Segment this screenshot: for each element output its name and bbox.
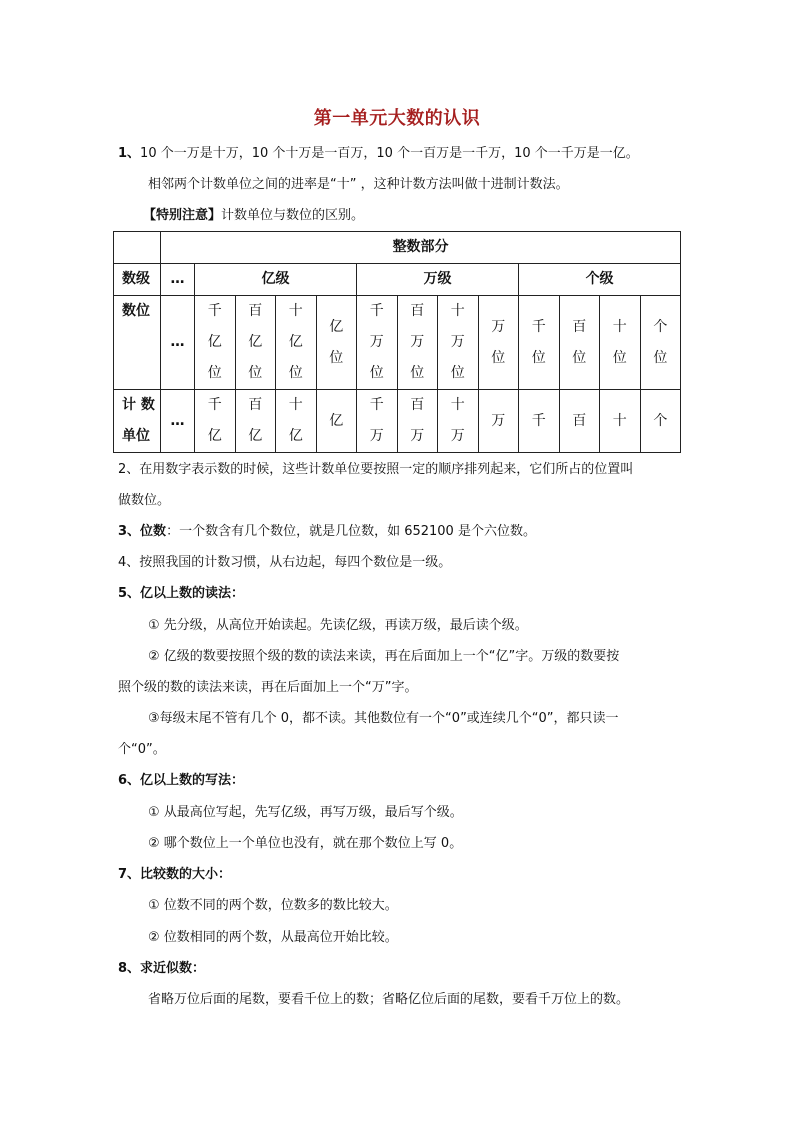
paragraph-5-2a: ② 亿级的数要按照个级的数的读法来读，再在后面加上一个“亿”字。万级的数要按	[148, 649, 620, 664]
paragraph-8-1: 省略万位后面的尾数，要看千位上的数；省略亿位后面的尾数，要看千万位上的数。	[148, 992, 630, 1007]
cell-char: 万	[450, 428, 465, 444]
paragraph-1b: 相邻两个计数单位之间的进率是“十” ，这种计数方法叫做十进制计数法。	[148, 177, 569, 192]
paragraph-1	[118, 145, 639, 163]
cell-char: 位	[653, 349, 668, 366]
unit-cell	[438, 390, 479, 453]
cell-char: 千	[369, 303, 384, 319]
place-cell	[478, 296, 519, 390]
cell-char: 万	[491, 318, 506, 335]
section-5-heading	[118, 585, 244, 603]
place-cell	[357, 296, 398, 390]
note-label: 【特别注意】	[143, 208, 222, 223]
cell-char: 位	[288, 365, 303, 381]
unit-cell: 万	[478, 390, 519, 453]
cell-char: 万	[410, 334, 425, 350]
cell-char: 万	[410, 428, 425, 444]
place-cell	[519, 296, 560, 390]
unit-cell	[235, 390, 276, 453]
place-cell	[276, 296, 317, 390]
paragraph-text: ：一个数含有几个数位，就是几位数，如 652100 是个六位数。	[166, 524, 536, 539]
table-header-integer-part: 整数部分	[161, 232, 681, 264]
unit-cell: 百	[559, 390, 600, 453]
place-value-table	[113, 231, 681, 453]
section-6-heading	[118, 772, 244, 790]
cell-char: 百	[410, 397, 425, 413]
table-row	[114, 390, 681, 453]
page-title: 第一单元大数的认识	[313, 108, 481, 129]
cell-char: 百	[248, 303, 263, 319]
unit-cell: 亿	[316, 390, 357, 453]
table-row	[114, 232, 681, 264]
unit-cell	[195, 390, 236, 453]
level-cell-yi: 亿级	[195, 264, 357, 296]
ellipsis-cell: …	[161, 390, 195, 453]
cell-char: 十	[612, 318, 627, 335]
section-7-heading	[118, 866, 231, 884]
cell-char: 位	[612, 349, 627, 366]
table-row	[114, 296, 681, 390]
cell-char: 十	[450, 397, 465, 413]
note-text: 计数单位与数位的区别。	[221, 208, 365, 223]
cell-char: 位	[329, 349, 344, 366]
ellipsis-cell: …	[161, 296, 195, 390]
cell-char: 亿	[248, 334, 263, 350]
section-label: 亿以上数的写法：	[140, 773, 245, 788]
cell-char: 百	[410, 303, 425, 319]
cell-char: 位	[450, 365, 465, 381]
cell-char: 位	[572, 349, 587, 366]
paragraph-text: 10 个一万是十万，10 个十万是一百万，10 个一百万是一千万，10 个一千万是一亿。	[140, 146, 639, 161]
section-8-heading	[118, 960, 205, 978]
row-label-unit	[114, 390, 161, 453]
item-number: 6、	[118, 773, 141, 788]
cell-char: 百	[572, 318, 587, 335]
cell-char: 计 数	[122, 397, 155, 413]
paragraph-5-3b: 个“0”。	[118, 742, 166, 757]
cell-char: 亿	[288, 428, 303, 444]
unit-cell	[276, 390, 317, 453]
cell-char: 十	[288, 397, 303, 413]
cell-char: 位	[491, 349, 506, 366]
paragraph-7-2: ② 位数相同的两个数，从最高位开始比较。	[148, 930, 398, 945]
place-cell	[195, 296, 236, 390]
term-label: 位数	[140, 524, 167, 539]
cell-char: 亿	[207, 334, 222, 350]
item-number: 3、	[118, 524, 141, 539]
cell-char: 位	[531, 349, 546, 366]
place-cell	[559, 296, 600, 390]
paragraph-3	[118, 523, 536, 541]
cell-char: 百	[248, 397, 263, 413]
paragraph-2a: 2、在用数字表示数的时候，这些计数单位要按照一定的顺序排列起来，它们所占的位置叫	[118, 462, 634, 477]
paragraph-5-3a: ③每级末尾不管有几个 0，都不读。其他数位有一个“0”或连续几个“0”，都只读一	[148, 711, 619, 726]
cell-char: 十	[288, 303, 303, 319]
place-cell	[600, 296, 641, 390]
row-label-place: 数位	[114, 296, 161, 390]
cell-char: 千	[369, 397, 384, 413]
cell-char: 十	[450, 303, 465, 319]
place-cell	[397, 296, 438, 390]
unit-cell: 千	[519, 390, 560, 453]
unit-cell	[357, 390, 398, 453]
unit-cell: 个	[640, 390, 681, 453]
cell-char: 个	[653, 318, 668, 335]
paragraph-5-2b: 照个级的数的读法来读，再在后面加上一个“万”字。	[118, 680, 418, 695]
cell-char: 位	[410, 365, 425, 381]
paragraph-6-1: ① 从最高位写起，先写亿级，再写万级，最后写个级。	[148, 805, 463, 820]
section-label: 亿以上数的读法：	[140, 586, 245, 601]
paragraph-5-1: ① 先分级，从高位开始读起。先读亿级，再读万级，最后读个级。	[148, 618, 528, 633]
cell-char: 万	[450, 334, 465, 350]
ellipsis-cell: …	[161, 264, 195, 296]
cell-char: 亿	[207, 428, 222, 444]
place-cell	[235, 296, 276, 390]
section-label: 比较数的大小：	[140, 867, 232, 882]
item-number: 5、	[118, 586, 141, 601]
item-number: 1、	[118, 146, 141, 161]
paragraph-7-1: ① 位数不同的两个数，位数多的数比较大。	[148, 898, 398, 913]
item-number: 8、	[118, 961, 141, 976]
cell-char: 亿	[329, 318, 344, 335]
cell-char: 位	[248, 365, 263, 381]
table-cell-empty	[114, 232, 161, 264]
place-cell	[640, 296, 681, 390]
unit-cell: 十	[600, 390, 641, 453]
row-label-level: 数级	[114, 264, 161, 296]
table-row	[114, 264, 681, 296]
paragraph-4: 4、按照我国的计数习惯，从右边起，每四个数位是一级。	[118, 555, 452, 570]
cell-char: 千	[207, 397, 222, 413]
cell-char: 亿	[248, 428, 263, 444]
cell-char: 千	[207, 303, 222, 319]
section-label: 求近似数：	[140, 961, 206, 976]
unit-cell	[397, 390, 438, 453]
level-cell-wan: 万级	[357, 264, 519, 296]
cell-char: 亿	[288, 334, 303, 350]
paragraph-6-2: ② 哪个数位上一个单位也没有，就在那个数位上写 0。	[148, 836, 463, 851]
special-note	[143, 207, 364, 225]
cell-char: 位	[207, 365, 222, 381]
place-cell	[438, 296, 479, 390]
level-cell-ge: 个级	[519, 264, 681, 296]
item-number: 7、	[118, 867, 141, 882]
cell-char: 万	[369, 334, 384, 350]
cell-char: 千	[531, 318, 546, 335]
cell-char: 单位	[122, 428, 150, 444]
cell-char: 位	[369, 365, 384, 381]
place-cell	[316, 296, 357, 390]
cell-char: 万	[369, 428, 384, 444]
paragraph-2b: 做数位。	[118, 493, 171, 508]
